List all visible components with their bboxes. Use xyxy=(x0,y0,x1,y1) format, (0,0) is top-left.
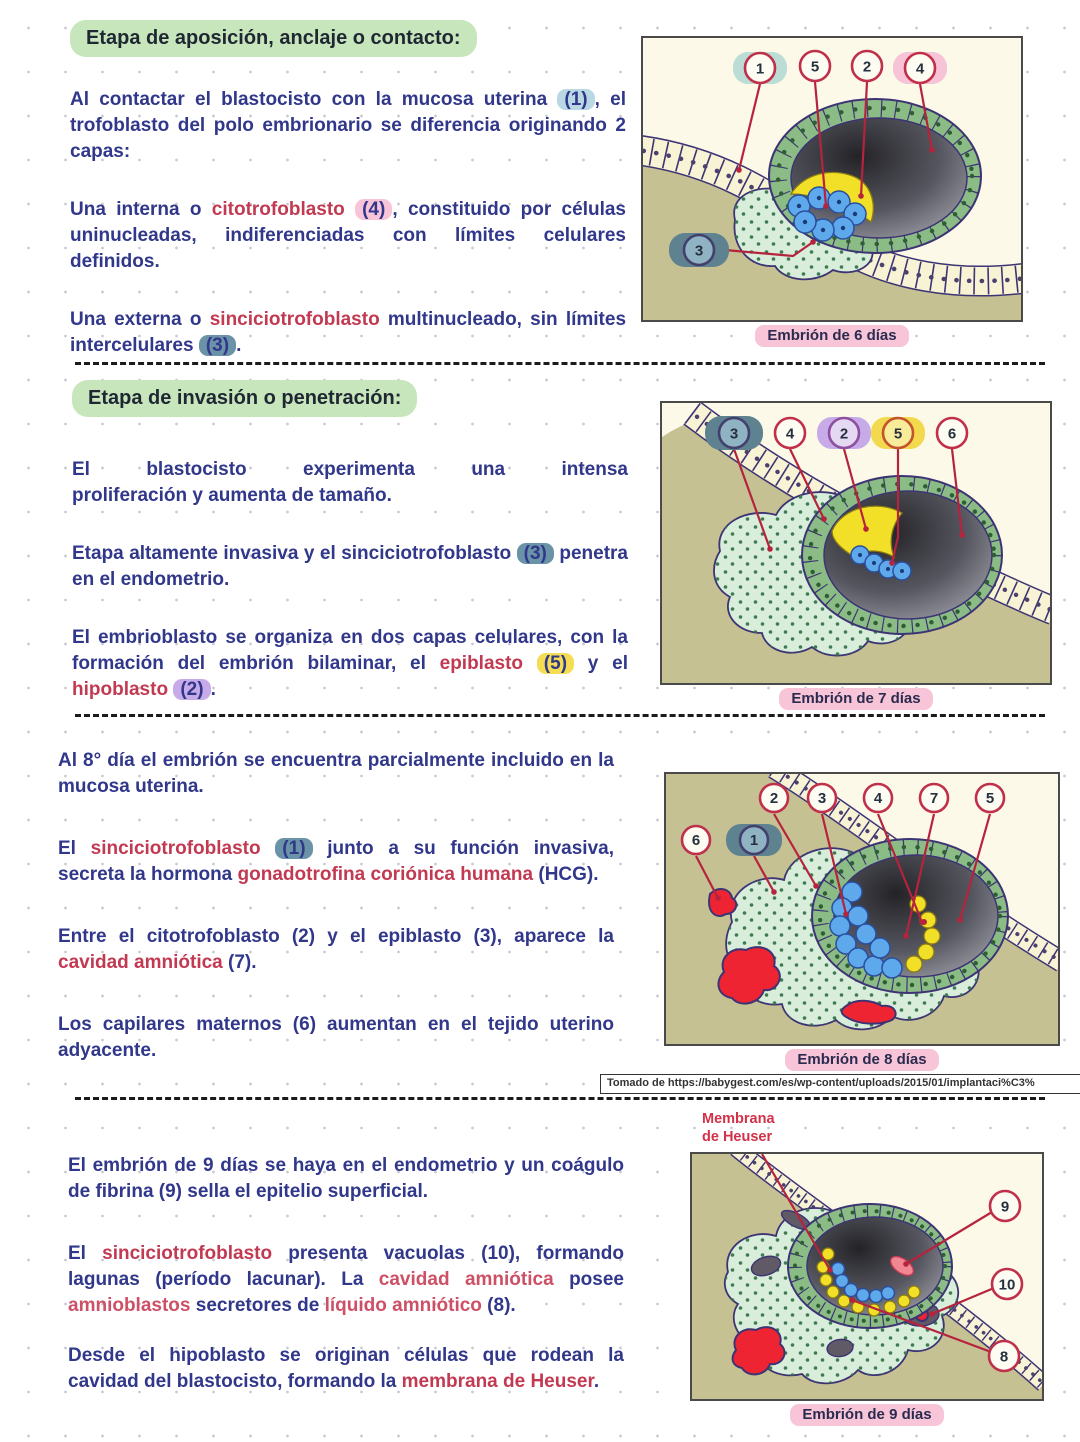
diagram-frame xyxy=(664,772,1060,1046)
svg-text:5: 5 xyxy=(893,425,903,443)
diagram-frame xyxy=(660,401,1052,685)
ref-2-highlight: (2) xyxy=(173,679,210,700)
paragraph-hcg: El sinciciotrofoblasto (1) junto a su función invasiva, secreta la hormona gonadotrofina coriónica humana (HCG). xyxy=(58,838,614,885)
figure-label-8 xyxy=(989,1341,1019,1371)
figure-label-5 xyxy=(976,784,1004,812)
svg-text:3: 3 xyxy=(729,425,739,443)
svg-text:3: 3 xyxy=(817,790,827,807)
ref-1-highlight: (1) xyxy=(275,838,312,859)
svg-text:6: 6 xyxy=(691,832,701,849)
figure-caption: Embrión de 6 días xyxy=(641,327,1023,345)
figure-caption: Embrión de 9 días xyxy=(690,1406,1044,1424)
figure-embrion-9-dias xyxy=(690,1152,1044,1424)
paragraph-proliferacion: El blastocisto experimenta una intensa proliferación y aumenta de tamaño. xyxy=(72,459,628,506)
svg-text:10: 10 xyxy=(998,1276,1016,1294)
figure-label-2 xyxy=(817,417,871,449)
diagram-embrion-9-dias xyxy=(692,1154,1042,1399)
section-aposicion xyxy=(70,20,626,391)
svg-text:5: 5 xyxy=(985,790,995,807)
figure-label-3 xyxy=(669,233,729,267)
diagram-embrion-6-dias xyxy=(643,38,1021,320)
ref-5-highlight: (5) xyxy=(537,653,574,674)
diagram-frame xyxy=(641,36,1023,322)
figure-label-10 xyxy=(992,1269,1022,1299)
header-highlight: Etapa de invasión o penetración: xyxy=(72,380,417,417)
dashed-divider xyxy=(75,1097,1045,1100)
figure-label-3 xyxy=(705,416,763,450)
svg-text:3: 3 xyxy=(694,242,704,260)
paragraph-membrana-heuser: Desde el hipoblasto se originan células que rodean la cavidad del blastocisto, formando la membrana de Heuser. xyxy=(68,1345,624,1392)
section-dia-8 xyxy=(58,748,614,1100)
paragraph-fibrina: El embrión de 9 días se haya en el endometrio y un coágulo de fibrina (9) sella el epitelio superficial. xyxy=(68,1155,624,1202)
dashed-divider xyxy=(75,362,1045,365)
paragraph-contacto: Al contactar el blastocisto con la mucosa uterina (1) , el trofoblasto del polo embrionario se diferencia originando 2 capas: xyxy=(70,89,626,162)
paragraph-lagunas: El sinciciotrofoblasto presenta vacuolas (10), formando lagunas (período lacunar). La cavidad amniótica posee amnioblastos secretores de líquido amniótico (8). xyxy=(68,1243,624,1316)
dashed-divider xyxy=(75,714,1045,717)
image-source-credit: Tomado de https://babygest.com/es/wp-content/uploads/2015/01/implantaci%C3% xyxy=(600,1074,1080,1094)
figure-embrion-6-dias xyxy=(641,36,1023,345)
svg-text:4: 4 xyxy=(873,790,883,807)
ref-3-highlight: (3) xyxy=(199,335,236,356)
figure-label-6 xyxy=(937,418,967,448)
diagram-frame xyxy=(690,1152,1044,1401)
blastocyst xyxy=(802,476,1002,634)
paragraph-invasiva: Etapa altamente invasiva y el sinciciotrofoblasto (3) penetra en el endometrio. xyxy=(72,543,628,590)
diagram-embrion-8-dias xyxy=(666,774,1058,1044)
svg-text:5: 5 xyxy=(810,58,820,76)
figure-label-9 xyxy=(990,1191,1020,1221)
figure-label-1 xyxy=(733,52,787,84)
paragraph-dia8: Al 8° día el embrión se encuentra parcialmente incluido en la mucosa uterina. xyxy=(58,750,614,797)
figure-label-5 xyxy=(800,51,830,81)
paragraph-citotrofoblasto: Una interna o citotrofoblasto (4) , constituido por células uninucleadas, indiferenciadas con límites celulares definidos. xyxy=(70,199,626,272)
svg-text:9: 9 xyxy=(1000,1198,1010,1216)
ref-3-highlight: (3) xyxy=(517,543,554,564)
figure-caption: Embrión de 7 días xyxy=(660,690,1052,708)
figure-label-7 xyxy=(920,784,948,812)
section-header-invasion xyxy=(72,380,628,417)
membrana-heuser-annotation: Membrana de Heuser xyxy=(702,1111,775,1145)
figure-label-3 xyxy=(808,784,836,812)
svg-text:1: 1 xyxy=(749,832,759,849)
figure-label-4 xyxy=(864,784,892,812)
paragraph-cavidad-amniotica: Entre el citotrofoblasto (2) y el epiblasto (3), aparece la cavidad amniótica (7). xyxy=(58,926,614,973)
svg-text:2: 2 xyxy=(769,790,779,807)
section-header-aposicion xyxy=(70,20,626,57)
ref-1-highlight: (1) xyxy=(557,89,594,110)
figure-label-6 xyxy=(682,826,710,854)
diagram-embrion-7-dias xyxy=(662,403,1050,683)
header-highlight: Etapa de aposición, anclaje o contacto: xyxy=(70,20,477,57)
section-dia-9 xyxy=(68,1153,624,1431)
figure-label-4 xyxy=(775,418,805,448)
svg-text:8: 8 xyxy=(999,1348,1009,1366)
svg-text:2: 2 xyxy=(862,58,872,76)
svg-text:6: 6 xyxy=(947,425,957,443)
ref-4-highlight: (4) xyxy=(355,199,392,220)
figure-label-2 xyxy=(760,784,788,812)
svg-text:4: 4 xyxy=(785,425,795,443)
paragraph-sinciciotrofoblasto: Una externa o sinciciotrofoblasto multinucleado, sin límites intercelulares (3) . xyxy=(70,309,627,356)
svg-text:2: 2 xyxy=(839,425,849,443)
figure-label-1 xyxy=(726,824,782,856)
svg-text:1: 1 xyxy=(755,60,765,78)
svg-text:7: 7 xyxy=(929,790,939,807)
section-invasion xyxy=(72,380,628,735)
svg-text:4: 4 xyxy=(915,60,925,78)
figure-label-4 xyxy=(893,52,947,84)
paragraph-capilares: Los capilares maternos (6) aumentan en el tejido uterino adyacente. xyxy=(58,1014,614,1061)
figure-caption: Embrión de 8 días xyxy=(664,1051,1060,1069)
figure-embrion-8-dias xyxy=(664,772,1060,1069)
figure-label-2 xyxy=(852,51,882,81)
figure-embrion-7-dias xyxy=(660,401,1052,708)
paragraph-embrioblasto: El embrioblasto se organiza en dos capas celulares, con la formación del embrión bilaminar, el epiblasto (5) y el hipoblasto (2) . xyxy=(72,627,628,700)
figure-label-5 xyxy=(871,417,925,449)
